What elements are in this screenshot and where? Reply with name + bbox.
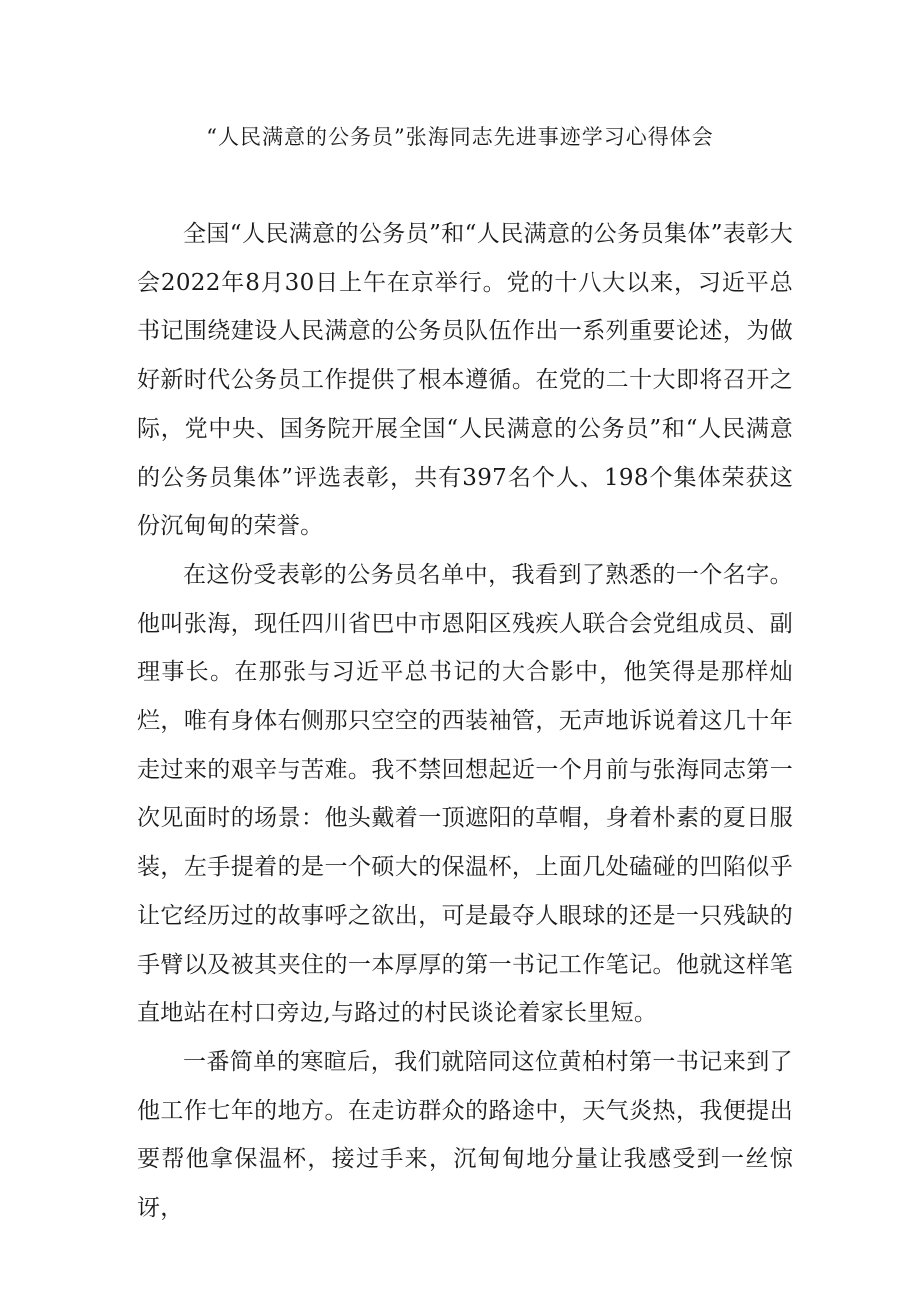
paragraph: 在这份受表彰的公务员名单中，我看到了熟悉的一个名字。他叫张海，现任四川省巴中市恩阳区残疾人联合会党组成员、副理事长。在那张与习近平总书记的大合影中，他笑得是那样灿烂，唯有身体右侧那只空空的西装袖管，无声地诉说着这几十年走过来的艰辛与苦难。我不禁回想起近一个月前与张海同志第一次见面时的场景：他头戴着一顶遮阳的草帽，身着朴素的夏日服装，左手提着的是一个硕大的保温杯，上面几处磕碰的凹陷似乎让它经历过的故事呼之欲出，可是最夺人眼球的还是一只残缺的手臂以及被其夹住的一本厚厚的第一书记工作笔记。他就这样笔直地站在村口旁边,与路过的村民谈论着家长里短。 <box>137 561 793 1027</box>
document-body <box>137 210 793 1233</box>
paragraph: 全国“人民满意的公务员”和“人民满意的公务员集体”表彰大会2022年8月30日上午在京举行。党的十八大以来，习近平总书记围绕建设人民满意的公务员队伍作出一系列重要论述，为做好新时代公务员工作提供了根本遵循。在党的二十大即将召开之际，党中央、国务院开展全国“人民满意的公务员”和“人民满意的公务员集体”评选表彰，共有397名个人、198个集体荣获这份沉甸甸的荣誉。 <box>137 221 793 540</box>
document-title: “人民满意的公务员”张海同志先进事迹学习心得体会 <box>206 125 714 149</box>
paragraph: 一番简单的寒暄后，我们就陪同这位黄柏村第一书记来到了他工作七年的地方。在走访群众的路途中，天气炎热，我便提出要帮他拿保温杯，接过手来，沉甸甸地分量让我感受到一丝惊讶， <box>137 1048 793 1222</box>
